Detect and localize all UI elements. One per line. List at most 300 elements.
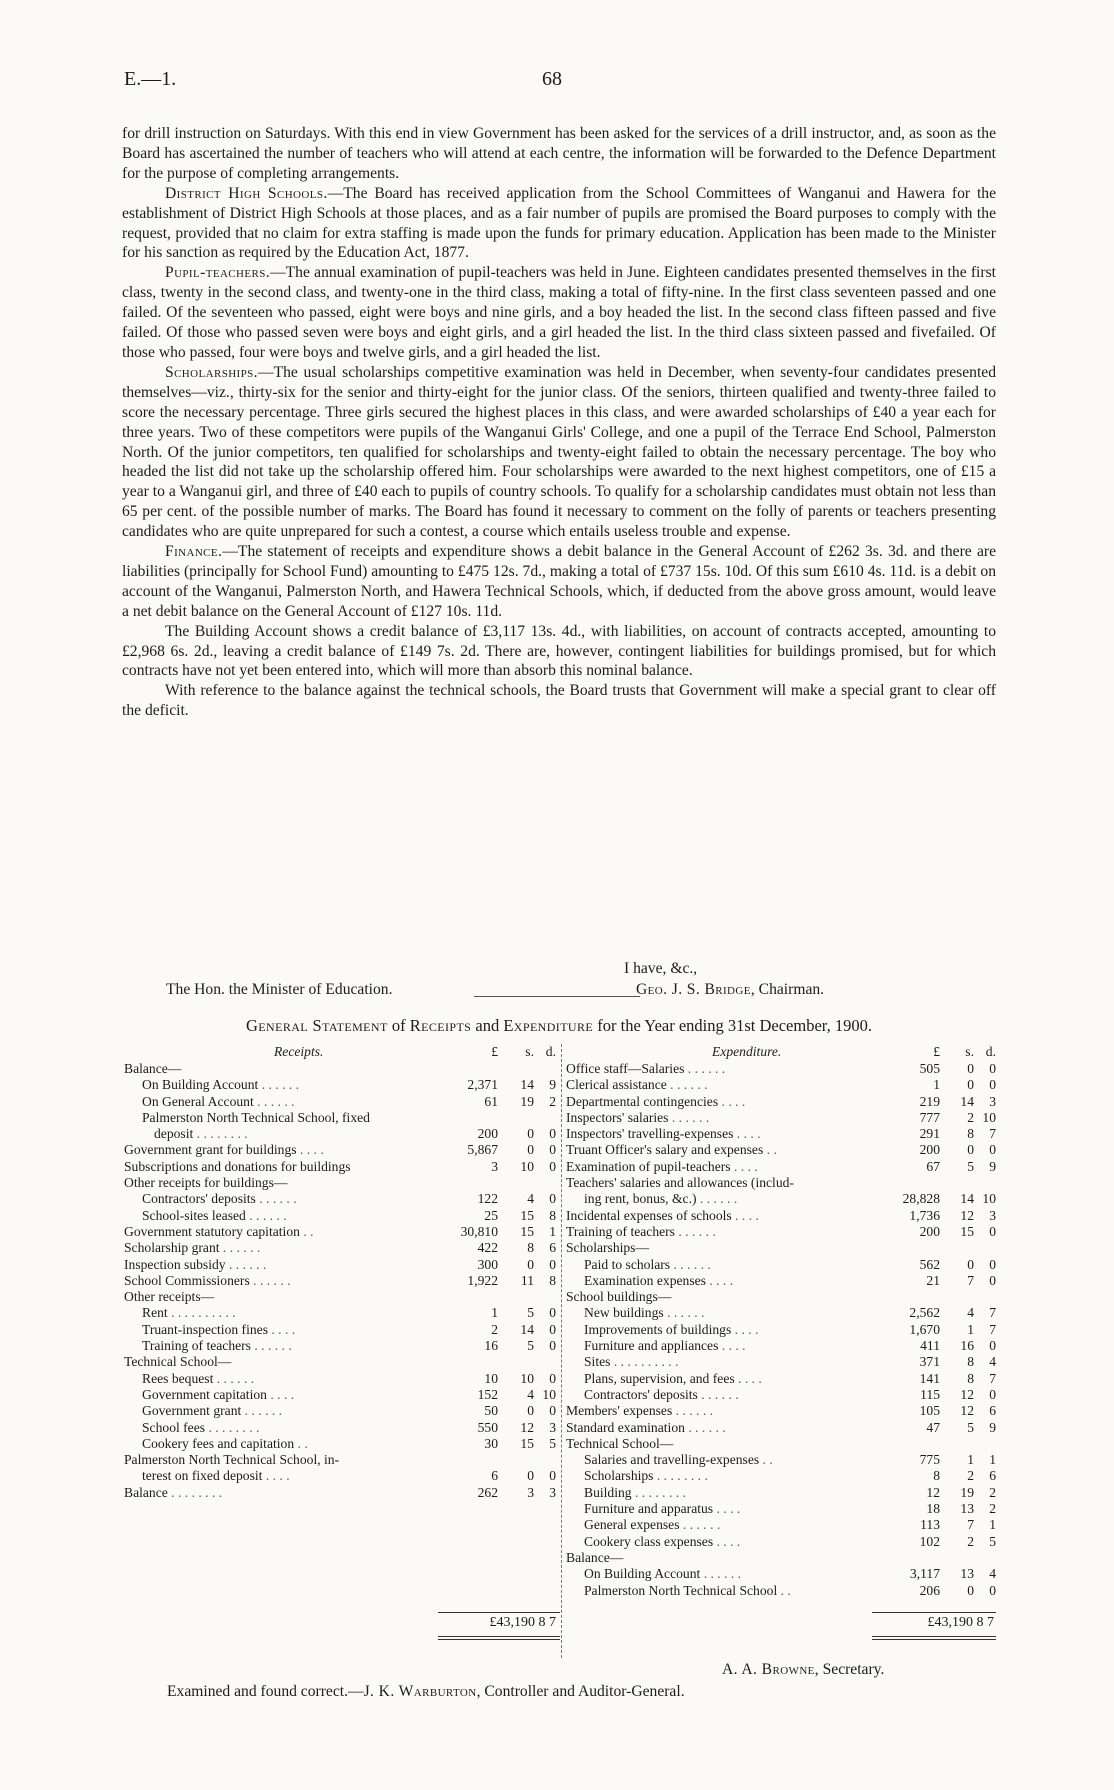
table-row — [124, 1061, 560, 1077]
table-row — [566, 1077, 998, 1093]
row-label: deposit . . . . . . . . — [154, 1126, 248, 1142]
row-label: ing rent, bonus, &c.) . . . . . . — [584, 1191, 738, 1207]
pence-cell: 0 — [989, 1077, 996, 1093]
shillings-cell: 14 — [960, 1093, 974, 1109]
row-label: Contractors' deposits . . . . . . — [142, 1191, 297, 1207]
shillings-cell: 2 — [967, 1468, 974, 1484]
row-label: Scholarship grant . . . . . . — [124, 1240, 261, 1256]
row-label: Cookery class expenses . . . . — [584, 1533, 741, 1549]
row-label: Departmental contingencies . . . . — [566, 1093, 746, 1109]
row-label: Rent . . . . . . . . . . — [142, 1305, 236, 1321]
row-label: Building . . . . . . . . — [584, 1484, 686, 1500]
row-label: Government grant for buildings . . . . — [124, 1142, 324, 1158]
shillings-cell: 14 — [960, 1191, 974, 1207]
pence-cell: 0 — [549, 1256, 556, 1272]
table-row — [566, 1142, 998, 1158]
pounds-cell: 10 — [484, 1370, 498, 1386]
table-row — [566, 1354, 998, 1370]
shillings-cell: 14 — [520, 1321, 534, 1337]
row-label: Scholarships . . . . . . . . — [584, 1468, 708, 1484]
pence-cell: 5 — [549, 1435, 556, 1451]
table-row — [566, 1420, 998, 1436]
shillings-cell: 5 — [527, 1305, 534, 1321]
row-label: Members' expenses . . . . . . — [566, 1403, 714, 1419]
row-label: Technical School— — [566, 1435, 674, 1451]
pence-cell: 6 — [989, 1403, 996, 1419]
paragraph-text: —The annual examination of pupil-teachers was held in June. Eighteen candidates presented themselves in the first class, twenty in the second class, and twenty-one in the third class, making a total of fifty-nine. In the first class seventeen passed and one failed. Of the seventeen who passed, eight were boys and nine girls, and a boy headed the list. In the second class fifteen passed and five failed. Of those who passed seven were boys and eight girls, and a girl headed the list. In the third class sixteen passed and fivefailed. Of those who passed, four were boys and twelve girls, and a girl headed the list. — [122, 264, 996, 361]
shillings-cell: 7 — [967, 1517, 974, 1533]
shillings-cell: 19 — [520, 1093, 534, 1109]
table-row — [566, 1387, 998, 1403]
shillings-cell: 8 — [527, 1240, 534, 1256]
pence-cell: 4 — [989, 1566, 996, 1582]
shillings-cell: 0 — [967, 1142, 974, 1158]
pounds-cell: 21 — [926, 1272, 940, 1288]
table-row — [124, 1338, 560, 1354]
table-row — [566, 1273, 998, 1289]
row-label: Truant Officer's salary and expenses . . — [566, 1142, 777, 1158]
pounds-cell: 30 — [484, 1435, 498, 1451]
table-row — [566, 1436, 998, 1452]
shillings-cell: 15 — [520, 1223, 534, 1239]
shillings-cell: 12 — [960, 1386, 974, 1402]
pence-cell: 1 — [549, 1223, 556, 1239]
pounds-cell: 562 — [919, 1256, 940, 1272]
pence-cell: 2 — [989, 1484, 996, 1500]
report-code: E.—1. — [124, 68, 177, 90]
pounds-cell: 105 — [919, 1403, 940, 1419]
pence-cell: 10 — [982, 1191, 996, 1207]
row-label: Contractors' deposits . . . . . . — [584, 1386, 739, 1402]
table-row — [124, 1436, 560, 1452]
row-label: Truant-inspection fines . . . . — [142, 1321, 296, 1337]
row-label: Government grant . . . . . . — [142, 1403, 283, 1419]
receipts-heading: Receipts. £ s. d. — [274, 1044, 556, 1059]
pounds-cell: 505 — [919, 1061, 940, 1076]
table-row — [124, 1159, 560, 1175]
pence-cell: 0 — [989, 1386, 996, 1402]
row-label: Plans, supervision, and fees . . . . — [584, 1370, 762, 1386]
pence-cell: 0 — [549, 1370, 556, 1386]
pence-cell: 7 — [989, 1126, 996, 1142]
pounds-cell: 1 — [491, 1305, 498, 1321]
row-label: Inspectors' travelling-expenses . . . . — [566, 1126, 761, 1142]
shillings-cell: 12 — [960, 1403, 974, 1419]
row-label: Office staff—Salaries . . . . . . — [566, 1061, 726, 1076]
row-label: Balance— — [566, 1549, 624, 1565]
receipts-total: £43,190 8 7 — [438, 1612, 560, 1642]
pence-cell: 1 — [989, 1517, 996, 1533]
pence-cell: 0 — [549, 1305, 556, 1321]
pence-cell: 0 — [989, 1142, 996, 1158]
table-row — [124, 1387, 560, 1403]
pence-cell: 6 — [989, 1468, 996, 1484]
pounds-cell: 2 — [491, 1321, 498, 1337]
row-label: terest on fixed deposit . . . . — [142, 1468, 290, 1484]
pounds-cell: 3,117 — [909, 1566, 940, 1582]
row-label: New buildings . . . . . . — [584, 1305, 705, 1321]
receipts-table — [124, 1044, 560, 1501]
table-row — [566, 1289, 998, 1305]
shillings-cell: 19 — [960, 1484, 974, 1500]
report-body — [122, 124, 996, 721]
pounds-cell: 300 — [477, 1256, 498, 1272]
section-divider — [474, 996, 640, 997]
table-row — [124, 1452, 560, 1468]
pounds-cell: 2,562 — [909, 1305, 940, 1321]
shillings-cell: 8 — [967, 1126, 974, 1142]
pounds-cell: 28,828 — [902, 1191, 940, 1207]
row-label: Training of teachers . . . . . . — [142, 1338, 292, 1354]
pence-cell: 3 — [989, 1093, 996, 1109]
pounds-cell: 200 — [477, 1126, 498, 1142]
shillings-cell: 0 — [967, 1582, 974, 1598]
shillings-cell: 14 — [520, 1077, 534, 1093]
pounds-cell: 200 — [919, 1142, 940, 1158]
shillings-cell: 7 — [967, 1272, 974, 1288]
shillings-cell: 0 — [527, 1126, 534, 1142]
table-row — [124, 1191, 560, 1207]
pence-cell: 0 — [549, 1191, 556, 1207]
table-row — [566, 1257, 998, 1273]
row-label: Other receipts— — [124, 1289, 215, 1305]
pounds-cell: 1,670 — [909, 1321, 940, 1337]
table-row — [124, 1257, 560, 1273]
shillings-cell: 2 — [967, 1533, 974, 1549]
pence-cell: 0 — [989, 1272, 996, 1288]
pounds-cell: 67 — [926, 1158, 940, 1174]
pence-cell: 0 — [549, 1321, 556, 1337]
table-row — [124, 1468, 560, 1484]
table-row — [124, 1208, 560, 1224]
shillings-cell: 0 — [527, 1403, 534, 1419]
shillings-cell: 15 — [960, 1223, 974, 1239]
pounds-cell: 1,736 — [909, 1207, 940, 1223]
paragraph-text: —The Board has received application from the School Committees of Wanganui and Hawera for the establishment of District High Schools at those places, and as a fair number of pupils are promised the Board purposes to comply with the request, provided that no claim for extra staffing is made upon the funds for primary education. Application has been made to the Minister for his sanction as required by the Education Act, 1877. — [122, 184, 996, 262]
table-row — [566, 1208, 998, 1224]
table-row — [124, 1142, 560, 1158]
row-label: Technical School— — [124, 1354, 232, 1370]
shillings-cell: 12 — [960, 1207, 974, 1223]
pounds-cell: 152 — [477, 1386, 498, 1402]
shillings-cell: 15 — [520, 1435, 534, 1451]
row-label: Scholarships— — [566, 1240, 650, 1256]
pounds-cell: 206 — [919, 1582, 940, 1598]
table-row — [124, 1420, 560, 1436]
table-row — [566, 1240, 998, 1256]
pounds-cell: 262 — [477, 1484, 498, 1500]
shillings-cell: 11 — [520, 1272, 534, 1288]
pounds-cell: 113 — [920, 1517, 940, 1533]
table-row — [124, 1354, 560, 1370]
pence-cell: 0 — [549, 1403, 556, 1419]
paragraph — [122, 124, 996, 184]
pence-cell: 10 — [542, 1386, 556, 1402]
shillings-cell: 3 — [527, 1484, 534, 1500]
pounds-cell: 777 — [919, 1109, 940, 1125]
pounds-cell: 25 — [484, 1207, 498, 1223]
paragraph-heading: Scholarships. — [165, 363, 258, 381]
table-row — [124, 1077, 560, 1093]
paragraph-text: for drill instruction on Saturdays. With this end in view Government has been asked for the services of a drill instructor, and, as soon as the Board has ascertained the number of teachers who will attend at each centre, the information will be forwarded to the Defence Department for the purpose of completing arrangements. — [122, 125, 996, 182]
pence-cell: 8 — [549, 1272, 556, 1288]
pence-cell: 2 — [989, 1501, 996, 1517]
row-label: Inspection subsidy . . . . . . — [124, 1256, 267, 1272]
paragraph-heading: Finance. — [165, 543, 223, 561]
row-label: Examination of pupil-teachers . . . . — [566, 1158, 758, 1174]
pence-cell: 2 — [549, 1093, 556, 1109]
row-label: Standard examination . . . . . . — [566, 1419, 726, 1435]
paragraph — [122, 681, 996, 721]
pence-cell: 3 — [549, 1419, 556, 1435]
table-row — [566, 1403, 998, 1419]
pounds-cell: 8 — [933, 1468, 940, 1484]
pounds-cell: 16 — [484, 1338, 498, 1354]
table-row — [566, 1322, 998, 1338]
pounds-cell: 1 — [933, 1077, 940, 1093]
pounds-cell: 291 — [919, 1126, 940, 1142]
pounds-cell: 411 — [920, 1338, 940, 1354]
pence-cell: 1 — [989, 1452, 996, 1468]
table-row — [566, 1501, 998, 1517]
shillings-cell: 16 — [960, 1338, 974, 1354]
row-label: Furniture and appliances . . . . — [584, 1338, 746, 1354]
table-row — [566, 1159, 998, 1175]
pounds-cell: 371 — [919, 1354, 940, 1370]
paragraph — [122, 542, 996, 622]
pence-cell: 9 — [989, 1419, 996, 1435]
expenditure-heading: Expenditure. £ s. d. — [712, 1044, 996, 1059]
row-label: On General Account . . . . . . — [142, 1093, 295, 1109]
pence-cell: 6 — [549, 1240, 556, 1256]
table-row — [566, 1517, 998, 1533]
table-row — [566, 1224, 998, 1240]
row-label: Furniture and apparatus . . . . — [584, 1501, 741, 1517]
pounds-cell: 775 — [919, 1452, 940, 1468]
shillings-cell: 1 — [967, 1321, 974, 1337]
shillings-cell: 10 — [520, 1370, 534, 1386]
pounds-cell: 122 — [477, 1191, 498, 1207]
paragraph-text: With reference to the balance against the technical schools, the Board trusts that Government will make a special grant to clear off the deficit. — [122, 682, 996, 720]
table-row — [566, 1566, 998, 1582]
pounds-cell: 50 — [484, 1403, 498, 1419]
pounds-cell: 61 — [484, 1093, 498, 1109]
pence-cell: 7 — [989, 1305, 996, 1321]
signer-title: , Chairman. — [750, 981, 825, 998]
row-label: On Building Account . . . . . . — [142, 1077, 300, 1093]
table-row — [124, 1224, 560, 1240]
shillings-cell: 4 — [527, 1386, 534, 1402]
row-label: Incidental expenses of schools . . . . — [566, 1207, 759, 1223]
row-label: Balance . . . . . . . . — [124, 1484, 223, 1500]
row-label: Palmerston North Technical School, fixed — [142, 1109, 370, 1125]
row-label: Government statutory capitation . . — [124, 1223, 314, 1239]
pence-cell: 0 — [989, 1582, 996, 1598]
table-row — [124, 1273, 560, 1289]
table-row — [566, 1534, 998, 1550]
pence-cell: 4 — [989, 1354, 996, 1370]
shillings-cell: 1 — [967, 1452, 974, 1468]
pounds-cell: 6 — [491, 1468, 498, 1484]
table-row — [124, 1175, 560, 1191]
table-row — [124, 1126, 560, 1142]
table-row — [124, 1305, 560, 1321]
row-label: Training of teachers . . . . . . — [566, 1223, 716, 1239]
row-label: School-sites leased . . . . . . — [142, 1207, 287, 1223]
table-row — [124, 1403, 560, 1419]
row-label: Palmerston North Technical School, in- — [124, 1452, 340, 1468]
paragraph-heading: Pupil-teachers. — [165, 264, 271, 282]
pence-cell: 0 — [989, 1338, 996, 1354]
row-label: Paid to scholars . . . . . . — [584, 1256, 711, 1272]
paragraph-heading: District High Schools. — [165, 184, 328, 202]
table-row — [124, 1371, 560, 1387]
expenditure-table — [566, 1044, 998, 1599]
table-row — [124, 1322, 560, 1338]
row-label: Sites . . . . . . . . . . — [584, 1354, 679, 1370]
pence-cell: 0 — [989, 1223, 996, 1239]
shillings-cell: 15 — [520, 1207, 534, 1223]
shillings-cell: 4 — [527, 1191, 534, 1207]
row-label: On Building Account . . . . . . — [584, 1566, 742, 1582]
shillings-cell: 8 — [967, 1354, 974, 1370]
paragraph-text: —The usual scholarships competitive examination was held in December, when seventy-four candidates presented themselves—viz., thirty-six for the senior and thirty-eight for the junior class. Of the seniors, thirteen qualified and twenty-three failed to score the necessary percentage. Three girls secured the highest places in this class, and were awarded scholarships of £40 a year each for three years. Two of these competitors were pupils of the Wanganui Girls' College, and one a pupil of the Terrace End School, Palmerston North. Of the junior competitors, ten qualified for scholarships and twenty-eight failed to obtain the necessary percentage. The boy who headed the list did not take up the scholarship offered him. Four scholarships were awarded to the next highest competitors, one of £15 a year to a Wanganui girl, and three of £40 each to pupils of country schools. To qualify for a scholarship candidates must obtain not less than 65 per cent. of the possible number of marks. The Board has found it necessary to comment on the folly of parents or teachers presenting candidates who are quite unprepared for such a contest, a course which entails useless trouble and expense. — [122, 363, 996, 541]
pence-cell: 0 — [549, 1158, 556, 1174]
table-row — [566, 1550, 998, 1566]
pence-cell: 9 — [989, 1158, 996, 1174]
closing-salutation: I have, &c., — [624, 960, 698, 977]
table-row — [124, 1485, 560, 1501]
pence-cell: 0 — [549, 1468, 556, 1484]
expenditure-total: £43,190 8 7 — [872, 1612, 996, 1642]
pence-cell: 0 — [549, 1338, 556, 1354]
pounds-cell: 219 — [919, 1093, 940, 1109]
row-label: Examination expenses . . . . — [584, 1272, 734, 1288]
shillings-cell: 0 — [527, 1256, 534, 1272]
pence-cell: 9 — [549, 1077, 556, 1093]
table-row — [566, 1485, 998, 1501]
table-row — [124, 1110, 560, 1126]
pounds-cell: 200 — [919, 1223, 940, 1239]
pence-cell: 8 — [549, 1207, 556, 1223]
row-label: Cookery fees and capitation . . — [142, 1435, 308, 1451]
row-label: Palmerston North Technical School . . — [584, 1582, 791, 1598]
shillings-cell: 0 — [967, 1256, 974, 1272]
table-row — [566, 1110, 998, 1126]
paragraph — [122, 363, 996, 542]
column-separator — [561, 1044, 562, 1658]
audit-statement: Examined and found correct.—J. K. Warburton, Controller and Auditor-General. — [167, 1683, 685, 1700]
pounds-cell: 12 — [926, 1484, 940, 1500]
pence-cell: 0 — [549, 1142, 556, 1158]
row-label: Subscriptions and donations for buildings — [124, 1158, 351, 1174]
pounds-cell: 141 — [919, 1370, 940, 1386]
shillings-cell: 0 — [967, 1077, 974, 1093]
shillings-cell: 4 — [967, 1305, 974, 1321]
pence-cell: 0 — [549, 1126, 556, 1142]
shillings-cell: 12 — [520, 1419, 534, 1435]
shillings-cell: 5 — [967, 1419, 974, 1435]
table-row — [566, 1126, 998, 1142]
pounds-cell: 1,922 — [467, 1272, 498, 1288]
shillings-cell: 8 — [967, 1370, 974, 1386]
pounds-cell: 18 — [926, 1501, 940, 1517]
pence-cell: 7 — [989, 1370, 996, 1386]
pounds-cell: 5,867 — [467, 1142, 498, 1158]
row-label: General expenses . . . . . . — [584, 1517, 721, 1533]
row-label: Clerical assistance . . . . . . — [566, 1077, 708, 1093]
table-row — [566, 1452, 998, 1468]
pounds-cell: 102 — [919, 1533, 940, 1549]
row-label: School Commissioners . . . . . . — [124, 1272, 291, 1288]
pounds-cell: 47 — [926, 1419, 940, 1435]
pounds-cell: 550 — [477, 1419, 498, 1435]
row-label: School buildings— — [566, 1289, 672, 1305]
shillings-cell: 5 — [967, 1158, 974, 1174]
secretary-signature: A. A. Browne, Secretary. — [722, 1661, 885, 1678]
pence-cell: 0 — [989, 1256, 996, 1272]
shillings-cell: 13 — [960, 1566, 974, 1582]
shillings-cell: 0 — [527, 1468, 534, 1484]
page-number: 68 — [542, 68, 562, 90]
pounds-cell: 30,810 — [460, 1223, 498, 1239]
shillings-cell: 2 — [967, 1109, 974, 1125]
pence-cell: 3 — [989, 1207, 996, 1223]
paragraph — [122, 622, 996, 682]
table-row — [124, 1289, 560, 1305]
signatory — [636, 981, 824, 999]
row-label: Improvements of buildings . . . . — [584, 1321, 759, 1337]
pence-cell: 3 — [549, 1484, 556, 1500]
shillings-cell: 13 — [960, 1501, 974, 1517]
statement-title: General Statement of Receipts and Expenditure for the Year ending 31st December, 1900. — [245, 1016, 872, 1035]
table-row — [566, 1094, 998, 1110]
row-label: Other receipts for buildings— — [124, 1175, 288, 1191]
pounds-cell: 422 — [477, 1240, 498, 1256]
shillings-cell: 0 — [967, 1061, 974, 1076]
table-row — [566, 1468, 998, 1484]
shillings-cell: 0 — [527, 1142, 534, 1158]
table-row — [124, 1240, 560, 1256]
paragraph — [122, 184, 996, 264]
paragraph — [122, 263, 996, 363]
table-row — [566, 1371, 998, 1387]
addressee: The Hon. the Minister of Education. — [166, 981, 393, 998]
row-label: School fees . . . . . . . . — [142, 1419, 260, 1435]
pence-cell: 10 — [982, 1109, 996, 1125]
table-row — [566, 1191, 998, 1207]
table-row — [566, 1061, 998, 1077]
table-row — [566, 1305, 998, 1321]
pence-cell: 5 — [989, 1533, 996, 1549]
table-row — [566, 1338, 998, 1354]
row-label: Salaries and travelling-expenses . . — [584, 1452, 773, 1468]
table-row — [566, 1175, 998, 1191]
row-label: Government capitation . . . . — [142, 1386, 295, 1402]
pounds-cell: 115 — [920, 1386, 940, 1402]
row-label: Inspectors' salaries . . . . . . — [566, 1109, 710, 1125]
shillings-cell: 10 — [520, 1158, 534, 1174]
signer-name: Geo. J. S. Bridge — [636, 981, 751, 998]
row-label: Rees bequest . . . . . . — [142, 1370, 255, 1386]
table-row — [124, 1094, 560, 1110]
pounds-cell: 3 — [491, 1158, 498, 1174]
pence-cell: 0 — [989, 1061, 996, 1076]
table-row — [566, 1583, 998, 1599]
paragraph-text: The Building Account shows a credit balance of £3,117 13s. 4d., with liabilities, on account of contracts accepted, amounting to £2,968 6s. 2d., leaving a credit balance of £149 7s. 2d. There are, however, contingent liabilities for buildings promised, but for which contracts have not yet been entered into, which will more than absorb this nominal balance. — [122, 622, 996, 680]
page-header — [124, 68, 994, 98]
shillings-cell: 5 — [527, 1338, 534, 1354]
